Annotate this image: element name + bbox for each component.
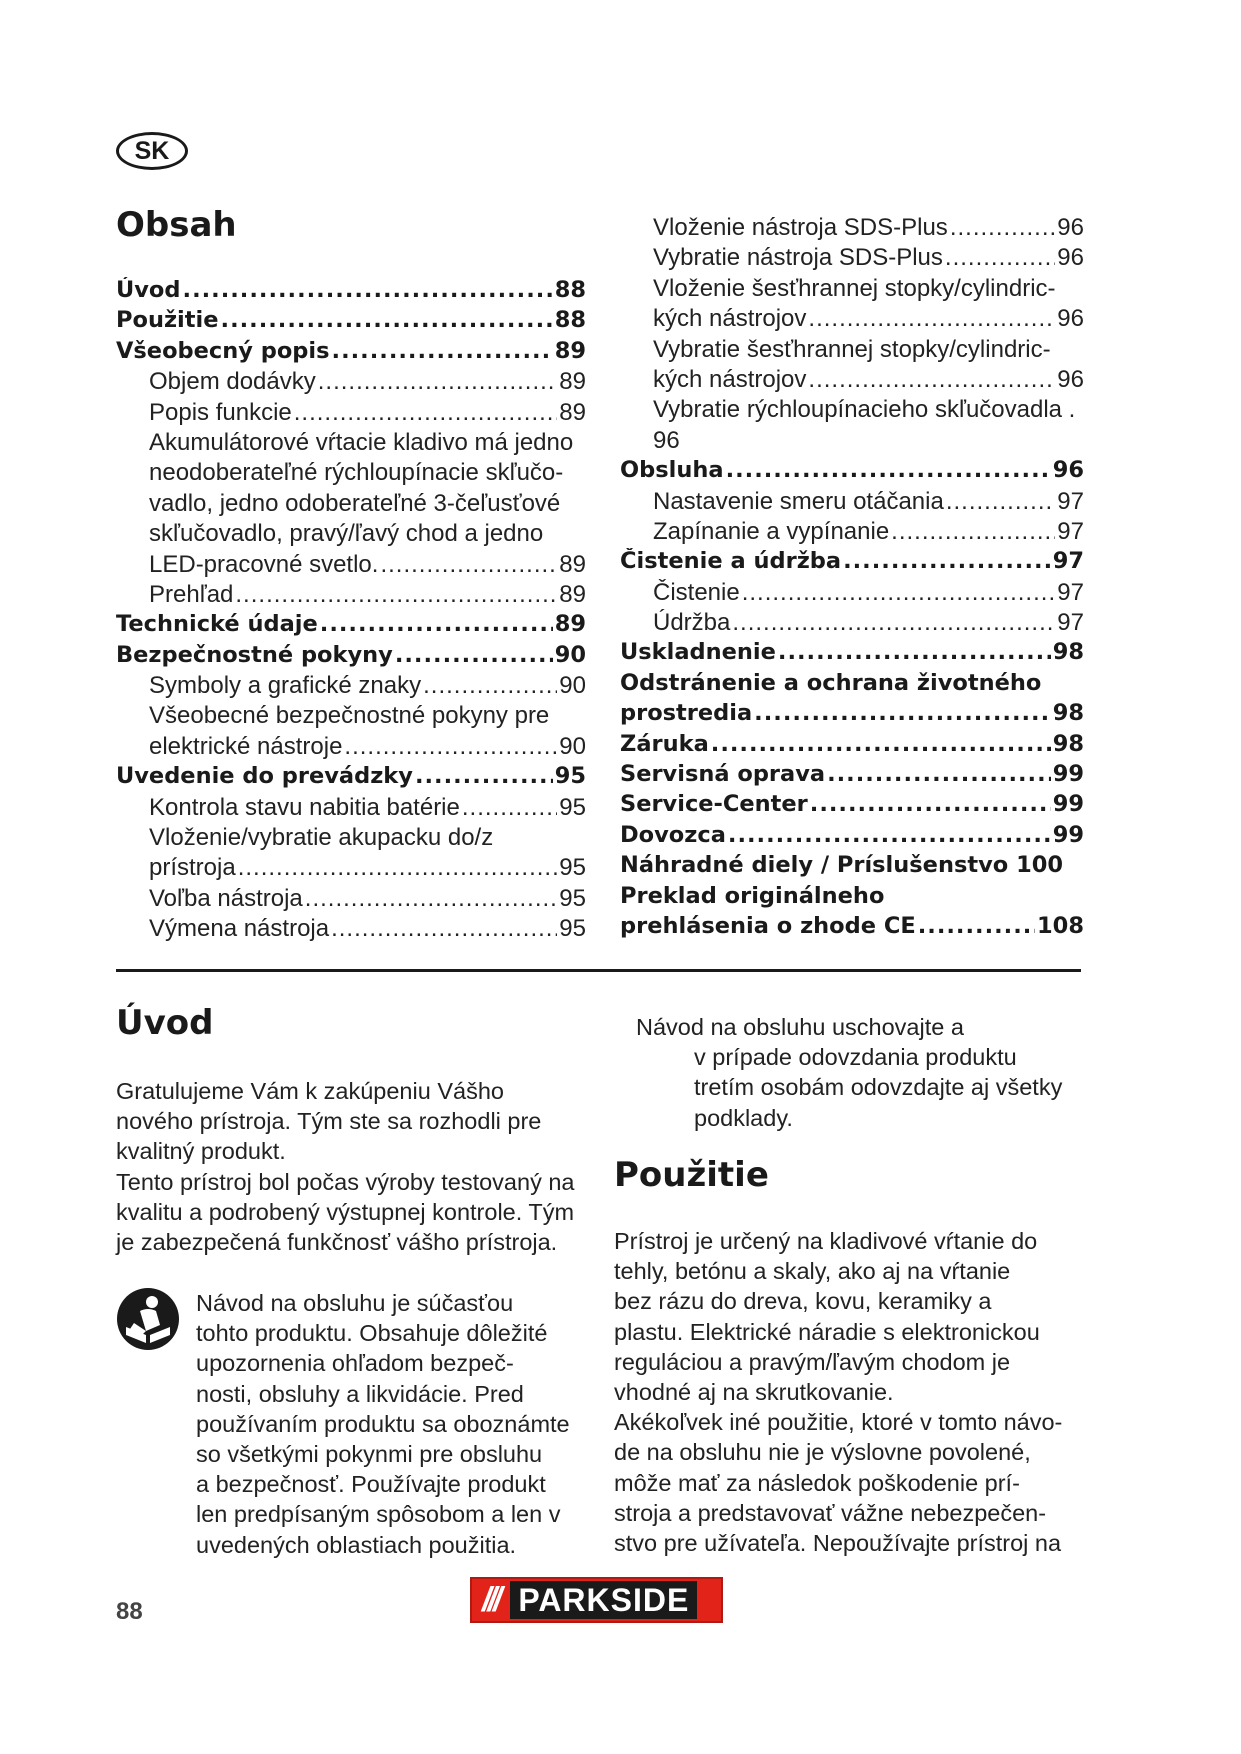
toc-entry [620, 609, 1084, 639]
toc-entry-title: Vloženie nástroja SDS-Plus [653, 214, 948, 241]
toc-entry [116, 794, 586, 824]
toc-entry-title: Dovozca [620, 821, 726, 848]
text-line: de na obsluhu nie je výslovne povolené, [614, 1439, 1031, 1466]
toc-entry-title: Záruka [620, 730, 709, 757]
toc-entry [116, 307, 586, 337]
toc-leader-dots [462, 794, 557, 822]
toc-entry [116, 915, 586, 945]
toc-leader-dots [891, 518, 1055, 546]
toc-leader-dots [238, 854, 558, 882]
toc-entry [116, 459, 586, 489]
logo-wordmark: PARKSIDE [510, 1581, 697, 1619]
toc-entry-title: elektrické nástroje [149, 732, 343, 760]
toc-entry-title: Všeobecný popis [116, 337, 330, 364]
text-line: kvalitu a podrobený výstupnej kontrole. Tým [116, 1198, 575, 1225]
toc-entry [620, 244, 1084, 274]
toc-entry-title: Zapínanie a vypínanie [653, 517, 890, 545]
text-line: nosti, obsluhy a likvidácie. Pred [196, 1380, 524, 1407]
toc-entry-page: 90 [559, 732, 586, 760]
toc-entry [116, 277, 586, 307]
toc-leader-dots [380, 551, 557, 579]
toc-entry-title: Preklad originálneho [620, 882, 885, 909]
toc-leader-dots [320, 611, 553, 637]
text-line: Gratulujeme Vám k zakúpeniu Vášho [116, 1078, 504, 1104]
text-line: Tento prístroj bol počas výroby testovaný na [116, 1168, 575, 1195]
toc-entry-title: Objem dodávky [149, 368, 316, 396]
toc-entry-page: 98 [1052, 639, 1084, 666]
toc-leader-dots [726, 457, 1051, 483]
toc-entry-page: 89 [559, 398, 586, 426]
toc-leader-dots [918, 913, 1035, 939]
toc-entry [620, 639, 1084, 669]
toc-entry [116, 338, 586, 368]
toc-entry-title: Voľba nástroja [149, 884, 303, 912]
toc-entry [620, 305, 1084, 335]
toc-leader-dots [742, 579, 1056, 607]
text-line: upozornenia ohľadom bezpeč- [196, 1350, 514, 1377]
toc-entry [116, 854, 586, 884]
keep-manual-first-line: Návod na obsluhu uschovajte a [636, 1014, 964, 1040]
toc-leader-dots [294, 399, 558, 427]
text-line: tohto produktu. Obsahuje dôležité [196, 1320, 548, 1347]
toc-entry-title: Vybratie nástroja SDS-Plus [653, 244, 943, 272]
toc-entry-page: 97 [1057, 517, 1084, 545]
toc-entry-page: 97 [1057, 609, 1084, 637]
uvod-intro-paragraph [116, 1076, 596, 1257]
text-line: so všetkými pokynmi pre obsluhu [196, 1441, 543, 1468]
toc-leader-dots [235, 581, 557, 609]
toc-entry-title: Obsluha [620, 457, 724, 484]
toc-leader-dots [827, 761, 1051, 787]
toc-leader-dots [945, 244, 1055, 272]
toc-entry-title: neodoberateľné rýchloupínacie skľučo- [149, 459, 564, 487]
toc-entry-page: 96 [1057, 365, 1084, 393]
text-line: kvalitný produkt. [116, 1138, 286, 1165]
toc-entry-title: vadlo, jedno odoberateľné 3-čeľusťové [149, 489, 561, 517]
toc-entry-title: kých nástrojov [653, 365, 807, 393]
toc-leader-dots [221, 307, 553, 333]
toc-entry-page: 108 [1037, 912, 1084, 939]
toc-entry-title: prostredia [620, 700, 753, 727]
toc-entry-page: 98 [1052, 730, 1084, 757]
toc-entry-title: kých nástrojov [653, 305, 807, 333]
toc-entry [620, 457, 1084, 487]
toc-entry [620, 396, 1084, 426]
toc-entry-page: 96 [1057, 244, 1084, 272]
toc-leader-dots [344, 733, 557, 761]
toc-entry-title: Všeobecné bezpečnostné pokyny pre [149, 702, 550, 730]
toc-entry-page: 96 [1057, 214, 1084, 241]
toc-heading: Obsah [116, 205, 237, 245]
toc-entry-page: 99 [1052, 821, 1084, 848]
toc-entry [116, 490, 586, 520]
toc-entry [116, 399, 586, 429]
toc-entry [116, 763, 586, 793]
toc-entry-page: 97 [1057, 578, 1084, 606]
toc-entry-title: Servisná oprava [620, 761, 826, 788]
text-line: vhodné aj na skrutkovanie. [614, 1379, 894, 1406]
toc-entry-title: Kontrola stavu nabitia batérie [149, 793, 460, 821]
toc-entry-title: Service-Center [620, 791, 808, 818]
toc-entry-page: 90 [554, 641, 586, 668]
toc-entry-title: Čistenie [653, 578, 740, 606]
text-line: len predpísaným spôsobom a len v [196, 1501, 561, 1528]
toc-entry-page: 99 [1052, 761, 1084, 788]
page-number: 88 [116, 1598, 143, 1625]
parkside-logo [470, 1577, 723, 1623]
toc-leader-dots [305, 885, 558, 913]
text-line: stvo pre užívateľa. Nepoužívajte prístroj na [614, 1530, 1062, 1557]
toc-entry-title: LED-pracovné svetlo. [149, 550, 379, 578]
toc-entry-title: Akumulátorové vŕtacie kladivo má jedno [149, 428, 574, 456]
logo-slashes: /// [482, 1580, 499, 1619]
toc-entry [620, 488, 1084, 518]
language-badge [116, 132, 188, 170]
toc-entry-title: Nastavenie smeru otáčania [653, 487, 944, 515]
pouzitie-paragraph [614, 1226, 1084, 1558]
toc-entry-page: 95 [559, 793, 586, 821]
toc-entry-title: prehlásenia o zhode CE [620, 912, 916, 939]
text-line: plastu. Elektrické náradie s elektronickou [614, 1318, 1040, 1345]
toc-entry [620, 700, 1084, 730]
uvod-heading: Úvod [116, 1003, 214, 1043]
toc-entry-title: 96 [653, 426, 680, 454]
toc-entry-title: Náhradné diely / Príslušenstvo 100 [620, 852, 1064, 879]
toc-entry [116, 824, 586, 854]
toc-entry [620, 579, 1084, 609]
toc-leader-dots [331, 915, 557, 943]
text-line: Prístroj je určený na kladivové vŕtanie do [614, 1228, 1038, 1254]
toc-entry-page: 89 [559, 368, 586, 396]
toc-entry-title: Vloženie/vybratie akupacku do/z [149, 824, 494, 852]
toc-entry [116, 429, 586, 459]
toc-left-column [116, 277, 586, 946]
text-line: je zabezpečená funkčnosť vášho prístroja. [116, 1229, 558, 1256]
toc-leader-dots [946, 488, 1055, 516]
toc-entry-page: 97 [1057, 487, 1084, 515]
toc-entry-page: 99 [1052, 791, 1084, 818]
text-line: môže mať za následok poškodenie prí- [614, 1469, 1020, 1496]
toc-entry [116, 611, 586, 641]
toc-leader-dots [843, 548, 1051, 574]
text-line: Akékoľvek iné použitie, ktoré v tomto návo- [614, 1409, 1063, 1436]
toc-leader-dots [423, 672, 557, 700]
text-line: stroja a predstavovať vážne nebezpečen- [614, 1499, 1047, 1526]
toc-entry [620, 548, 1084, 578]
toc-entry [620, 731, 1084, 761]
toc-entry [620, 670, 1084, 700]
toc-leader-dots [808, 305, 1055, 333]
toc-entry [620, 883, 1084, 913]
read-manual-icon [116, 1287, 180, 1351]
toc-entry-page: 95 [559, 884, 586, 912]
toc-entry-page: 96 [1057, 305, 1084, 333]
toc-leader-dots [808, 366, 1055, 394]
text-line: tretím osobám odovzdajte aj všetky [694, 1074, 1063, 1101]
text-line: v prípade odovzdania produktu [694, 1044, 1017, 1071]
toc-entry-title: Výmena nástroja [149, 915, 330, 943]
toc-entry-page: 90 [559, 672, 586, 700]
toc-entry-title: Úvod [116, 277, 181, 303]
toc-entry-page: 89 [554, 337, 586, 364]
toc-entry-title: Symboly a grafické znaky [149, 672, 422, 700]
toc-entry [116, 733, 586, 763]
toc-entry-title: Bezpečnostné pokyny [116, 641, 393, 668]
toc-entry-page: 88 [554, 277, 586, 303]
toc-leader-dots [950, 214, 1055, 242]
text-line: Návod na obsluhu je súčasťou [196, 1290, 514, 1316]
toc-leader-dots [728, 822, 1051, 848]
toc-entry-title: Vybratie rýchloupínacieho skľučovadla . [653, 396, 1076, 424]
section-divider [116, 969, 1081, 972]
text-line: nového prístroja. Tým ste sa rozhodli pre [116, 1108, 542, 1135]
toc-entry-title: Uvedenie do prevádzky [116, 763, 413, 790]
text-line: uvedených oblastiach použitia. [196, 1531, 517, 1558]
keep-manual-lines [636, 1042, 1086, 1133]
toc-entry-page: 89 [554, 611, 586, 638]
toc-entry-title: Prehľad [149, 580, 234, 608]
text-line: a bezpečnosť. Používajte produkt [196, 1471, 546, 1498]
toc-entry [620, 214, 1084, 244]
toc-entry [116, 672, 586, 702]
toc-entry [116, 885, 586, 915]
toc-entry-page: 96 [1052, 457, 1084, 484]
toc-entry [116, 520, 586, 550]
toc-entry [116, 642, 586, 672]
toc-entry-title: Vloženie šesťhrannej stopky/cylindric- [653, 274, 1056, 302]
toc-entry-title: skľučovadlo, pravý/ľavý chod a jedno [149, 520, 544, 548]
toc-entry [620, 275, 1084, 305]
text-line: tehly, betónu a skaly, ako aj na vŕtanie [614, 1258, 1011, 1285]
toc-leader-dots [183, 277, 553, 303]
toc-entry-page: 97 [1052, 548, 1084, 575]
toc-entry [620, 427, 1084, 457]
toc-entry-page: 98 [1052, 700, 1084, 727]
pouzitie-heading: Použitie [614, 1155, 769, 1195]
toc-entry-title: Technické údaje [116, 611, 318, 638]
toc-entry [620, 791, 1084, 821]
toc-entry-title: Uskladnenie [620, 639, 776, 666]
text-line: používaním produktu sa oboznámte [196, 1410, 570, 1437]
language-code: SK [134, 136, 170, 165]
toc-leader-dots [754, 700, 1051, 726]
toc-leader-dots [810, 791, 1051, 817]
toc-leader-dots [318, 368, 558, 396]
toc-entry [116, 368, 586, 398]
text-line: reguláciou a pravým/ľavým chodom je [614, 1348, 1011, 1375]
toc-leader-dots [711, 731, 1051, 757]
toc-entry [620, 822, 1084, 852]
toc-leader-dots [415, 763, 553, 789]
toc-leader-dots [332, 338, 553, 364]
toc-entry [620, 852, 1084, 882]
toc-entry-page: 88 [554, 307, 586, 334]
toc-entry-page: 95 [554, 763, 586, 790]
toc-entry [116, 581, 586, 611]
toc-entry-title: Údržba [653, 609, 731, 637]
toc-entry-title: Popis funkcie [149, 398, 292, 426]
toc-entry [116, 551, 586, 581]
toc-entry [620, 518, 1084, 548]
toc-entry [620, 761, 1084, 791]
toc-entry-page: 95 [559, 915, 586, 943]
toc-entry-title: Odstránenie a ochrana životného [620, 669, 1042, 696]
uvod-notice-paragraph [196, 1288, 606, 1560]
toc-leader-dots [395, 642, 553, 668]
toc-entry-page: 89 [559, 550, 586, 578]
text-line: bez rázu do dreva, kovu, keramiky a [614, 1288, 992, 1315]
toc-entry [620, 913, 1084, 943]
toc-entry-title: prístroja [149, 854, 236, 882]
toc-entry-page: 89 [559, 580, 586, 608]
toc-right-column [620, 214, 1084, 943]
keep-manual-paragraph [636, 1012, 1086, 1133]
toc-entry [620, 336, 1084, 366]
toc-entry-title: Použitie [116, 307, 219, 334]
toc-entry [620, 366, 1084, 396]
toc-entry-title: Čistenie a údržba [620, 548, 842, 575]
text-line: podklady. [694, 1104, 793, 1131]
toc-leader-dots [732, 609, 1055, 637]
toc-leader-dots [778, 639, 1051, 665]
toc-entry-title: Vybratie šesťhrannej stopky/cylindric- [653, 335, 1051, 363]
toc-entry-page: 95 [559, 854, 586, 882]
toc-entry [116, 702, 586, 732]
